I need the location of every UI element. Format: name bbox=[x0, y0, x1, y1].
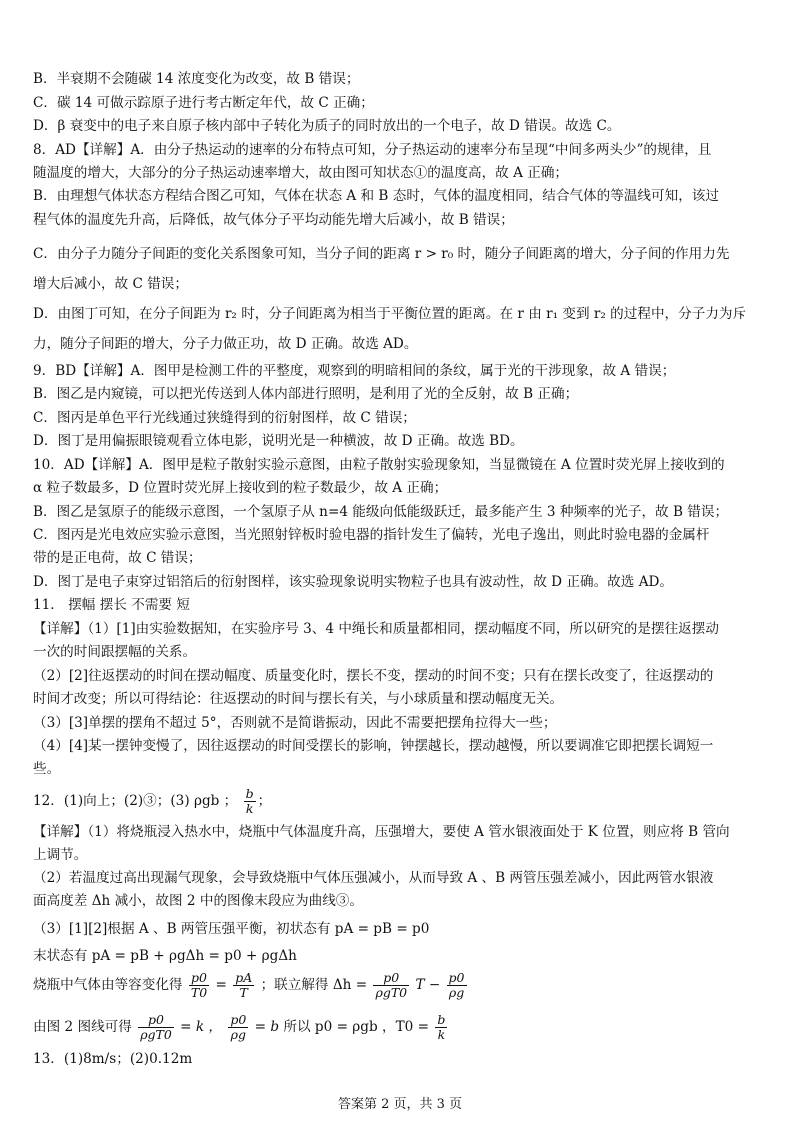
text-line: 带的是正电荷，故 C 错误； bbox=[33, 550, 202, 566]
text-line: C．由分子力随分子间距的变化关系图象可知，当分子间的距离 r > r₀ 时，随分子间距离的增大，分子间的作用力先 bbox=[33, 246, 730, 262]
fraction-pA-over-T: $\frac{pA}{T}$ bbox=[235, 970, 253, 1000]
text-line: 力，随分子间距的增大，分子力做正功，故 D 正确。故选 AD。 bbox=[33, 336, 418, 352]
text-line: 9．BD【详解】A．图甲是检测工件的平整度，观察到的明暗相间的条纹，属于光的干涉现象，故 A 错误； bbox=[33, 363, 676, 379]
text-line: 上调节。 bbox=[33, 847, 88, 863]
text-line: B．图乙是内窥镜，可以把光传送到人体内部进行照明，是利用了光的全反射，故 B 正确； bbox=[33, 386, 579, 402]
text-line: （2）若温度过高出现漏气现象，会导致烧瓶中气体压强减小，从而导致 A 、B 两管压强差减小，因此两管水银液 bbox=[33, 870, 714, 886]
text-line: α 粒子数最多，D 位置时荧光屏上接收到的粒子数最少，故 A 正确； bbox=[33, 480, 448, 496]
text-line: C．碳 14 可做示踪原子进行考古断定年代，故 C 正确； bbox=[33, 95, 374, 111]
equation-graph: 由图 2 图线可得 $\frac{p0}{\text{ρgT0}}$ = k ， $\frac{p0}{\rho g}$ = b 所以 p0 = ρgb ，T0 = $\frac{b}{k}$ bbox=[33, 1012, 446, 1042]
fraction-p0-over-rhog-2: $\frac{p0}{\rho g}$ bbox=[230, 1012, 247, 1042]
text-line: 时间才改变；所以可得结论：往返摆动的时间与摆长有关，与小球质量和摆动幅度无关。 bbox=[33, 691, 564, 707]
text-line: 8．AD【详解】A．由分子热运动的速率的分布特点可知，分子热运动的速率分布呈现“中间多两头少”的规律，且 bbox=[33, 142, 712, 158]
text-line: 【详解】（1）将烧瓶浸入热水中，烧瓶中气体温度升高，压强增大，要使 A 管水银液面处于 K 位置，则应将 B 管向 bbox=[33, 824, 730, 840]
text-line: 些。 bbox=[33, 761, 61, 777]
text-line: 【详解】（1）[1]由实验数据知，在实验序号 3、4 中绳长和质量都相同，摆动幅度不同，所以研究的是摆往返摆动 bbox=[33, 621, 719, 637]
q12-answer: 12．(1)向上；(2)③；(3) ρgb ； $\frac{b}{k}$ ； bbox=[33, 786, 272, 816]
fraction-p0-over-rhogT0: $\frac{p0}{\text{ρgT0}}$ bbox=[375, 970, 408, 1000]
fraction-p0-over-T0: $\frac{p0}{T0}$ bbox=[190, 970, 208, 1000]
text-line: （3）[1][2]根据 A 、B 两管压强平衡，初状态有 pA = pB = p0 bbox=[33, 921, 430, 937]
page-footer: 答案第 2 页，共 3 页 bbox=[337, 1097, 463, 1112]
text-line: 增大后减小，故 C 错误； bbox=[33, 276, 188, 292]
text-line: D．图丁是电子束穿过铝箔后的衍射图样，该实验现象说明实物粒子也具有波动性，故 D 正确。故选 AD。 bbox=[33, 574, 674, 590]
text-line: 13．(1)8m/s；(2)0.12m bbox=[33, 1051, 193, 1067]
text-line: 10．AD【详解】A．图甲是粒子散射实验示意图，由粒子散射实验现象知，当显微镜在 A 位置时荧光屏上接收到的 bbox=[33, 457, 725, 473]
text-line: B．半衰期不会随碳 14 浓度变化为改变，故 B 错误； bbox=[33, 71, 360, 87]
text-line: C．图丙是光电效应实验示意图，当光照射锌板时验电器的指针发生了偏转，光电子逸出，则此时验电器的金属杆 bbox=[33, 527, 710, 543]
text-line: D．由图丁可知，在分子间距为 r₂ 时，分子间距离为相当于平衡位置的距离。在 r 由 r₁ 变到 r₂ 的过程中，分子力为斥 bbox=[33, 306, 747, 322]
fraction-p0-over-rhog: $\frac{p0}{\rho g}$ bbox=[448, 970, 465, 1000]
fraction-b-over-k-2: $\frac{b}{k}$ bbox=[437, 1012, 446, 1042]
text-line: （4）[4]某一摆钟变慢了，因往返摆动的时间受摆长的影响，钟摆越长，摆动越慢，所以要调准它即把摆长调短一 bbox=[33, 738, 714, 754]
text-line: 面高度差 Δh 减小，故图 2 中的图像末段应为曲线③。 bbox=[33, 893, 363, 909]
text-line: B．由理想气体状态方程结合图乙可知，气体在状态 A 和 B 态时，气体的温度相同，结合气体的等温线可知，该过 bbox=[33, 188, 719, 204]
text-line: 11． 摆幅 摆长 不需要 短 bbox=[33, 597, 190, 613]
text-line: 程气体的温度先升高，后降低，故气体分子平均动能先增大后减小，故 B 错误； bbox=[33, 212, 514, 228]
text-line: （3）[3]单摆的摆角不超过 5°，否则就不是简谐振动，因此不需要把摆角拉得大一些； bbox=[33, 715, 557, 731]
text-line: （2）[2]往返摆动的时间在摆动幅度、质量变化时，摆长不变，摆动的时间不变；只有在摆长改变了，往返摆动的 bbox=[33, 668, 714, 684]
text-line: B．图乙是氢原子的能级示意图，一个氢原子从 n=4 能级向低能级跃迁，最多能产生 3 种频率的光子，故 B 错误； bbox=[33, 504, 729, 520]
text-line: D．β 衰变中的电子来自原子核内部中子转化为质子的同时放出的一个电子，故 D 错误。故选 C。 bbox=[33, 118, 621, 134]
text-line: 一次的时间跟摆幅的关系。 bbox=[33, 644, 197, 660]
text-line: 随温度的增大，大部分的分子热运动速率增大，故由图可知状态①的温度高，故 A 正确； bbox=[33, 165, 569, 181]
text-line: 末状态有 pA = pB + ρgΔh = p0 + ρgΔh bbox=[33, 948, 297, 964]
text-line: D．图丁是用偏振眼镜观看立体电影，说明光是一种横波，故 D 正确。故选 BD。 bbox=[33, 433, 524, 449]
equation-isochoric: 烧瓶中气体由等容变化得 $\frac{p0}{T0}$ = $\frac{pA}{T}$ ；联立解得 Δh = $\frac{p0}{\text{ρgT0}}$ T − $\frac{p0}{\rho g}$ bbox=[33, 970, 465, 1000]
fraction-b-over-k: $\frac{b}{k}$ bbox=[245, 786, 254, 816]
q12-answer-text: 12．(1)向上；(2)③；(3) ρgb ； bbox=[33, 793, 238, 809]
text-line: C．图丙是单色平行光线通过狭缝得到的衍射图样，故 C 错误； bbox=[33, 410, 416, 426]
fraction-p0-over-rhogT0-2: $\frac{p0}{\text{ρgT0}}$ bbox=[140, 1012, 172, 1042]
